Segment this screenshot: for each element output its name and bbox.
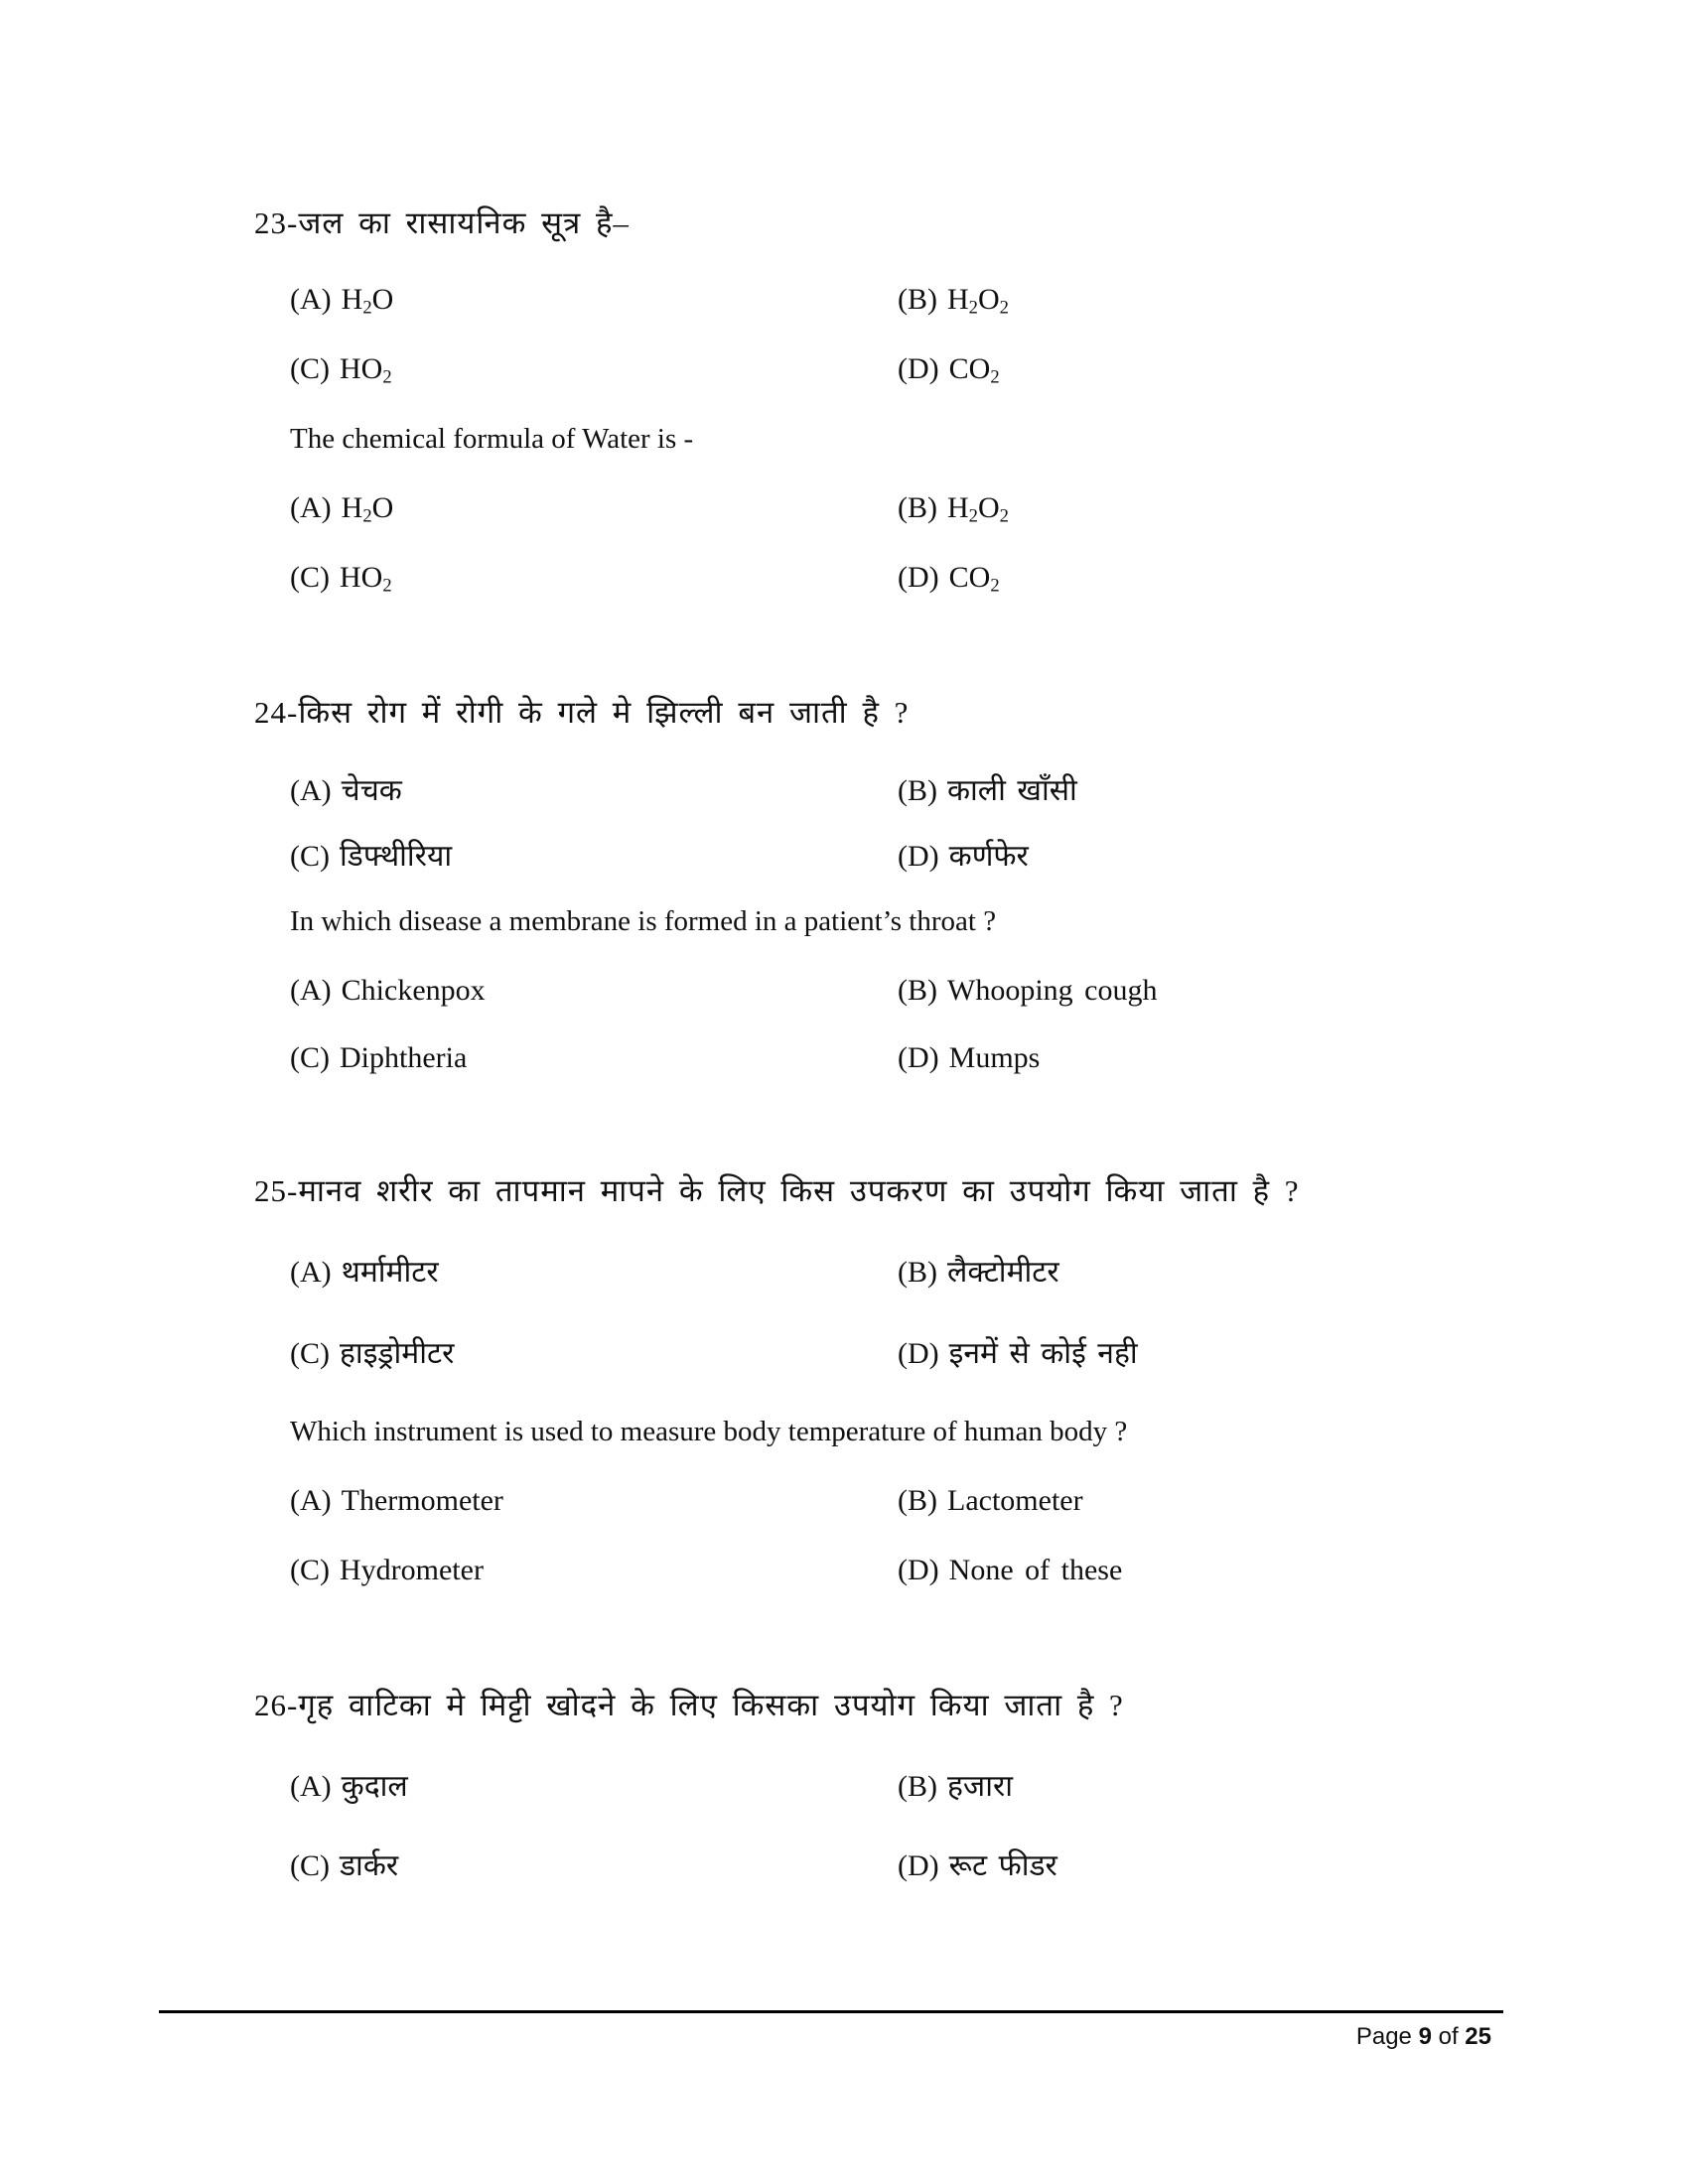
question-24-english-option-d: (D) Mumps <box>898 1041 1041 1074</box>
question-24-english-option-a: (A) Chickenpox <box>290 974 486 1007</box>
question-23-hindi-option-c: (C) $HO_2$ <box>290 352 392 388</box>
page-number: Page 9 of 25 <box>1355 2023 1491 2050</box>
question-26-hindi-option-b: (B) हजारा <box>898 1770 1013 1803</box>
question-26-hindi-option-d: (D) रूट फीडर <box>898 1849 1057 1882</box>
question-24-hindi-option-c: (C) डिफ्थीरिया <box>290 840 453 873</box>
question-26-hindi-option-c: (C) डार्कर <box>290 1849 399 1882</box>
question-25-english-option-d: (D) None of these <box>898 1554 1123 1586</box>
question-24-english-option-b: (B) Whooping cough <box>898 974 1158 1007</box>
question-25-english-option-b: (B) Lactometer <box>898 1484 1083 1517</box>
question-23-hindi-option-a: (A) $H_2O$ <box>290 283 394 319</box>
question-24-english-option-c: (C) Diphtheria <box>290 1041 468 1074</box>
question-23-hindi-option-d: (D) $CO_2$ <box>898 352 1000 388</box>
question-23-hindi-option-b: (B) $H_2O_2$ <box>898 283 1009 319</box>
question-23-english-option-d: (D) $CO_2$ <box>898 561 1000 597</box>
question-26-hindi-option-a: (A) कुदाल <box>290 1770 408 1803</box>
question-25-english-option-a: (A) Thermometer <box>290 1484 503 1517</box>
question-24-hindi-option-d: (D) कर्णफेर <box>898 840 1029 873</box>
question-23-english-option-b: (B) $H_2O_2$ <box>898 491 1009 527</box>
question-24-hindi-option-b: (B) काली खाँसी <box>898 774 1077 807</box>
question-23-english-option-a: (A) $H_2O$ <box>290 491 394 527</box>
question-25-english-option-c: (C) Hydrometer <box>290 1554 484 1586</box>
question-25-english-prompt: Which instrument is used to measure body temperature of human body ? <box>290 1416 1128 1447</box>
question-24-hindi-prompt: 24-किस रोग में रोगी के गले मे झिल्ली बन जाती है ? <box>254 695 910 730</box>
question-23-english-prompt: The chemical formula of Water is - <box>290 423 694 455</box>
footer-divider <box>159 2010 1503 2013</box>
question-25-hindi-prompt: 25-मानव शरीर का तापमान मापने के लिए किस उपकरण का उपयोग किया जाता है ? <box>254 1173 1300 1208</box>
question-24-hindi-option-a: (A) चेचक <box>290 774 402 807</box>
question-23-hindi-prompt: 23-जल का रासायनिक सूत्र है– <box>254 205 630 240</box>
question-26-hindi-prompt: 26-गृह वाटिका मे मिट्टी खोदने के लिए किसका उपयोग किया जाता है ? <box>254 1688 1124 1722</box>
question-25-hindi-option-c: (C) हाइड्रोमीटर <box>290 1337 455 1370</box>
question-25-hindi-option-d: (D) इनमें से कोई नही <box>898 1337 1138 1370</box>
question-25-hindi-option-a: (A) थर्मामीटर <box>290 1256 439 1289</box>
question-25-hindi-option-b: (B) लैक्टोमीटर <box>898 1256 1059 1289</box>
question-24-english-prompt: In which disease a membrane is formed in a patient’s throat ? <box>290 905 997 937</box>
question-23-english-option-c: (C) $HO_2$ <box>290 561 392 597</box>
